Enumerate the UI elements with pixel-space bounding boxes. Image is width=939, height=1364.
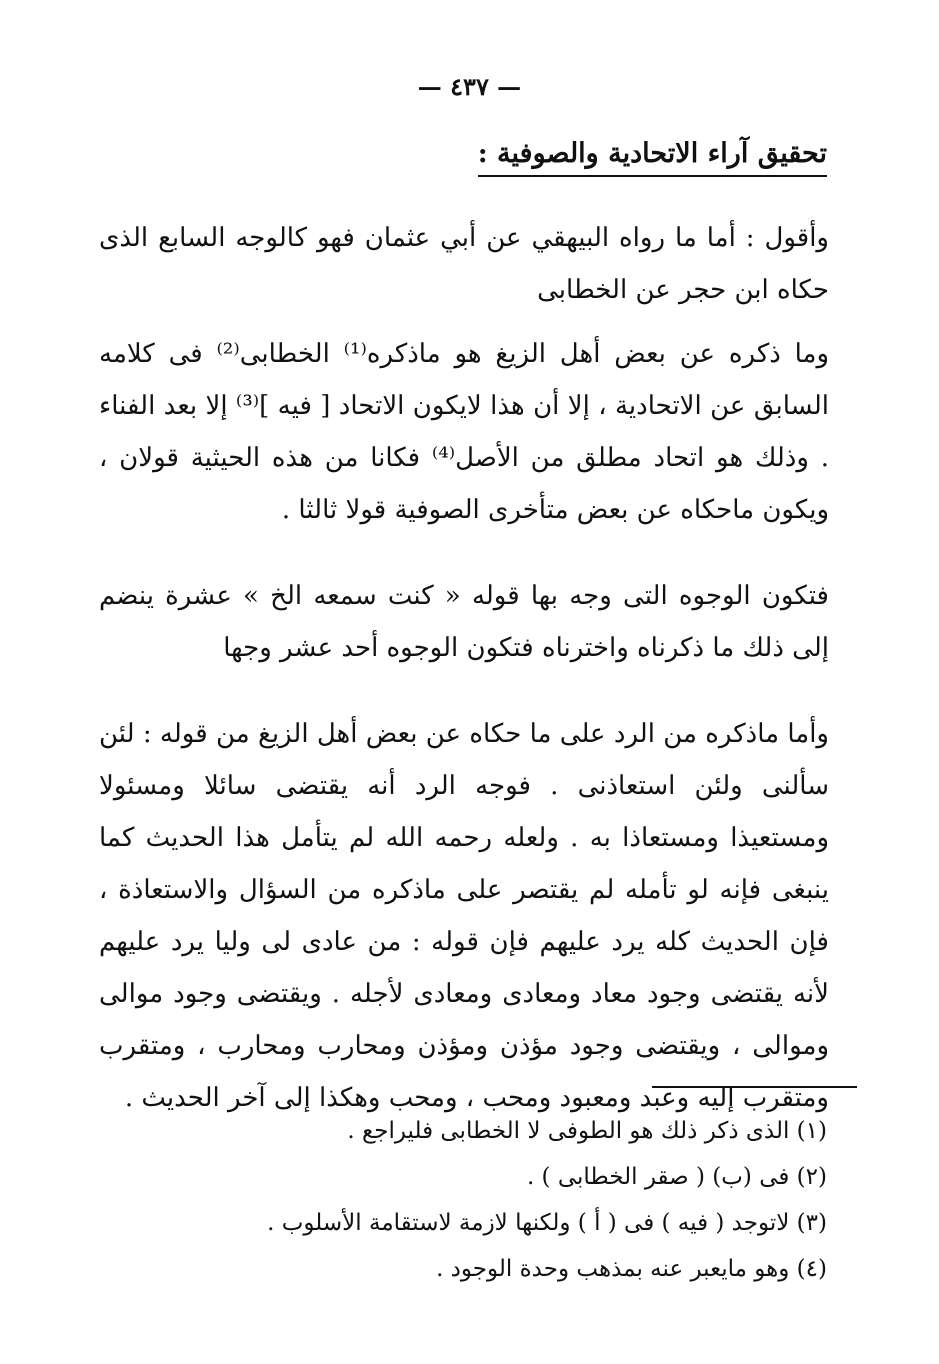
footnote-3: (٣) لاتوجد ( فيه ) فى ( أ ) ولكنها لازمة لاستقامة الأسلوب . <box>267 1210 827 1236</box>
footnotes-list <box>107 1108 827 1292</box>
paragraph-1: وأقول : أما ما رواه البيهقي عن أبي عثمان فهو كالوجه السابع الذى حكاه ابن حجر عن الخطابى <box>99 223 829 305</box>
section-heading: تحقيق آراء الاتحادية والصوفية : <box>478 138 827 177</box>
footnote-1: (١) الذى ذكر ذلك هو الطوفى لا الخطابى فليراجع . <box>347 1118 827 1144</box>
footnote-4: (٤) وهو مايعبر عنه بمذهب وحدة الوجود . <box>436 1256 827 1282</box>
paragraph-4: وأما ماذكره من الرد على ما حكاه عن بعض أهل الزيغ من قوله : لئن سألنى ولئن استعاذنى . فوجه الرد أنه يقتضى سائلا ومسئولا ومستعيذا ومستعاذا به . ولعله رحمه الله لم يتأمل هذا الحديث كما ينبغى فإنه لو تأمله لم يقتصر على ماذكره من السؤال والاستعاذة ، فإن الحديث كله يرد عليهم فإن قوله : من عادى لى وليا يرد عليهم لأنه يقتضى وجود معاد ومعادى ومعادى لأجله . ويقتضى وجود موالى وموالى ، ويقتضى وجود مؤذن ومؤذن ومحارب ومحارب ، ومتقرب ومتقرب إليه وعبد ومعبود ومحب ، ومحب وهكذا إلى آخر الحديث . <box>99 719 829 1113</box>
footnote-divider <box>652 1086 857 1088</box>
footnote-2: (٢) فى (ب) ( صقر الخطابى ) . <box>526 1164 827 1190</box>
page-number: — ٤٣٧ — <box>417 72 522 101</box>
paragraph-2: وما ذكره عن بعض أهل الزيغ هو ماذكره⁽¹⁾ الخطابى⁽²⁾ فى كلامه السابق عن الاتحادية ، إلا أن هذا لايكون الاتحاد [ فيه ]⁽³⁾ إلا بعد الفناء . وذلك هو اتحاد مطلق من الأصل⁽⁴⁾ فكانا من هذه الحيثية قولان ، ويكون ماحكاه عن بعض متأخرى الصوفية قولا ثالثا . <box>99 339 830 525</box>
body-text <box>99 212 829 1124</box>
paragraph-3: فتكون الوجوه التى وجه بها قوله « كنت سمعه الخ » عشرة ينضم إلى ذلك ما ذكرناه واخترناه فتكون الوجوه أحد عشر وجها <box>99 581 829 663</box>
